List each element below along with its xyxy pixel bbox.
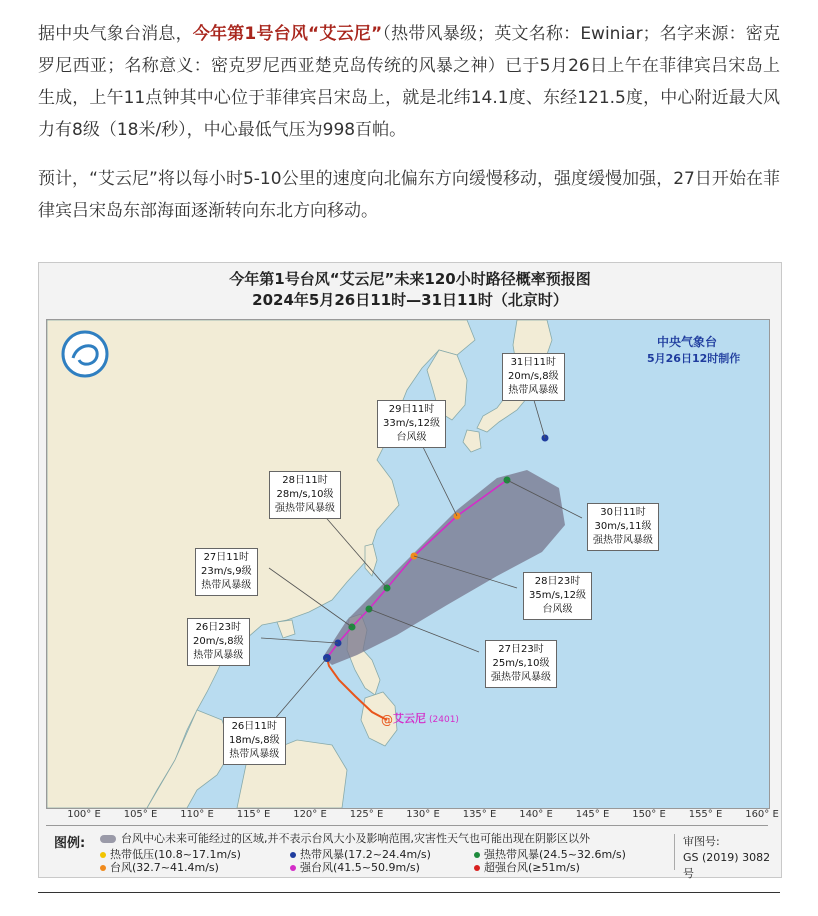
forecast-time: 27日11时 [203,552,250,563]
forecast-wind: 20m/s,8级 [508,371,559,382]
p1-intro: 据中央气象台消息， [38,24,193,44]
forecast-wind: 18m/s,8级 [229,735,280,746]
forecast-wind: 35m/s,12级 [529,590,586,601]
forecast-map [46,319,770,809]
forecast-grade: 强热带风暴级 [491,672,551,683]
forecast-wind: 28m/s,10级 [276,489,334,500]
forecast-grade: 热带风暴级 [193,650,244,661]
x-tick-label: 135° E [462,809,497,820]
legend-dot-icon [290,852,296,858]
legend-title: 图例: [54,836,86,851]
review-label: 审图号: [683,835,720,848]
legend-item-label: 超强台风(≥51m/s) [484,861,580,874]
x-tick-label: 160° E [745,809,779,820]
storm-code: (2401) [429,715,459,725]
p1-body: （热带风暴级；英文名称：Ewiniar；名字来源：密克罗尼西亚；名称意义：密克罗尼西亚楚克岛传统的风暴之神）已于5月26日上午在菲律宾吕宋岛上生成，上午11点钟其中心位于菲律宾吕宋岛上，就是北纬14.1度、东经121.5度，中心附近最大风力有8级（18米/秒），中心最低气压为998百帕。 [38,24,780,140]
forecast-label [187,618,250,666]
paragraph-1 [38,18,780,146]
zone-swatch-icon [100,835,116,843]
x-tick-label: 155° E [688,809,723,820]
forecast-label [377,400,446,448]
legend [46,825,771,880]
legend-zone-text: 台风中心未来可能经过的区域,并不表示台风大小及影响范围,灾害性天气也可能出现在阴影区以外 [121,832,590,845]
legend-item [474,859,580,875]
forecast-label [485,640,557,688]
forecast-grade: 热带风暴级 [201,580,252,591]
storm-label: 艾云尼 [393,712,426,725]
forecast-label [269,471,341,519]
paragraph-2: 预计，“艾云尼”将以每小时5-10公里的速度向北偏东方向缓慢移动，强度缓慢加强，27日开始在菲律宾吕宋岛东部海面逐渐转向东北方向移动。 [38,169,780,221]
forecast-label [587,503,659,551]
forecast-grade: 强热带风暴级 [275,503,335,514]
legend-item-label: 热带低压(10.8~17.1m/s) [110,848,241,861]
x-tick-label: 105° E [123,809,158,820]
legend-dot-icon [290,865,296,871]
x-axis [46,808,779,824]
x-tick-label: 140° E [519,809,553,820]
x-tick-label: 150° E [632,809,666,820]
forecast-wind: 30m/s,11级 [594,521,652,532]
forecast-label [223,717,286,765]
legend-dot-icon [474,852,480,858]
review-number [674,834,777,880]
forecast-wind: 23m/s,9级 [201,566,252,577]
legend-item-label: 强台风(41.5~50.9m/s) [300,861,420,874]
review-code: GS (2019) 3082号 [683,851,771,880]
x-tick-label: 145° E [575,809,610,820]
legend-item-label: 热带风暴(17.2~24.4m/s) [300,848,431,861]
forecast-wind: 33m/s,12级 [383,418,440,429]
x-tick-label: 100° E [67,809,101,820]
forecast-time: 31日11时 [510,357,557,368]
forecast-grade: 热带风暴级 [229,749,280,760]
storm-symbol-icon: @ [381,713,393,727]
article-text [38,18,780,227]
legend-item-label: 强热带风暴(24.5~32.6m/s) [484,848,626,861]
x-tick-label: 120° E [293,809,327,820]
forecast-time: 30日11时 [600,507,646,518]
forecast-grade: 强热带风暴级 [593,535,653,546]
x-tick-label: 110° E [180,809,214,820]
x-tick-label: 125° E [349,809,384,820]
legend-item-label: 台风(32.7~41.4m/s) [110,861,219,874]
legend-dot-icon [100,865,106,871]
forecast-label [195,548,258,596]
forecast-label [502,353,565,401]
legend-dot-icon [100,852,106,858]
forecast-wind: 20m/s,8级 [193,636,244,647]
typhoon-forecast-figure [38,262,782,878]
forecast-time: 28日11时 [282,475,328,486]
legend-item [290,859,420,875]
forecast-label [523,572,592,620]
forecast-grade: 台风级 [396,432,427,443]
figure-title-line2: 2024年5月26日11时—31日11时（北京时） [252,291,568,309]
forecast-time: 27日23时 [498,644,544,655]
figure-title-line1: 今年第1号台风“艾云尼”未来120小时路径概率预报图 [229,270,591,288]
bottom-divider [38,892,780,893]
issued-time: 5月26日12时制作 [647,352,741,365]
forecast-time: 26日23时 [195,622,242,633]
forecast-time: 28日23时 [534,576,581,587]
agency-name: 中央气象台 [657,335,718,349]
forecast-time: 26日11时 [231,721,278,732]
p1-highlight: 今年第1号台风“艾云尼” [192,24,383,44]
figure-title [39,269,781,311]
forecast-time: 29日11时 [388,404,435,415]
cma-logo [63,332,107,376]
legend-dot-icon [474,865,480,871]
legend-zone [100,830,590,846]
legend-item [100,859,219,875]
x-tick-label: 130° E [406,809,440,820]
forecast-wind: 25m/s,10级 [492,658,550,669]
x-tick-label: 115° E [236,809,271,820]
forecast-grade: 热带风暴级 [508,385,559,396]
map-svg [47,320,769,808]
forecast-grade: 台风级 [542,604,573,615]
